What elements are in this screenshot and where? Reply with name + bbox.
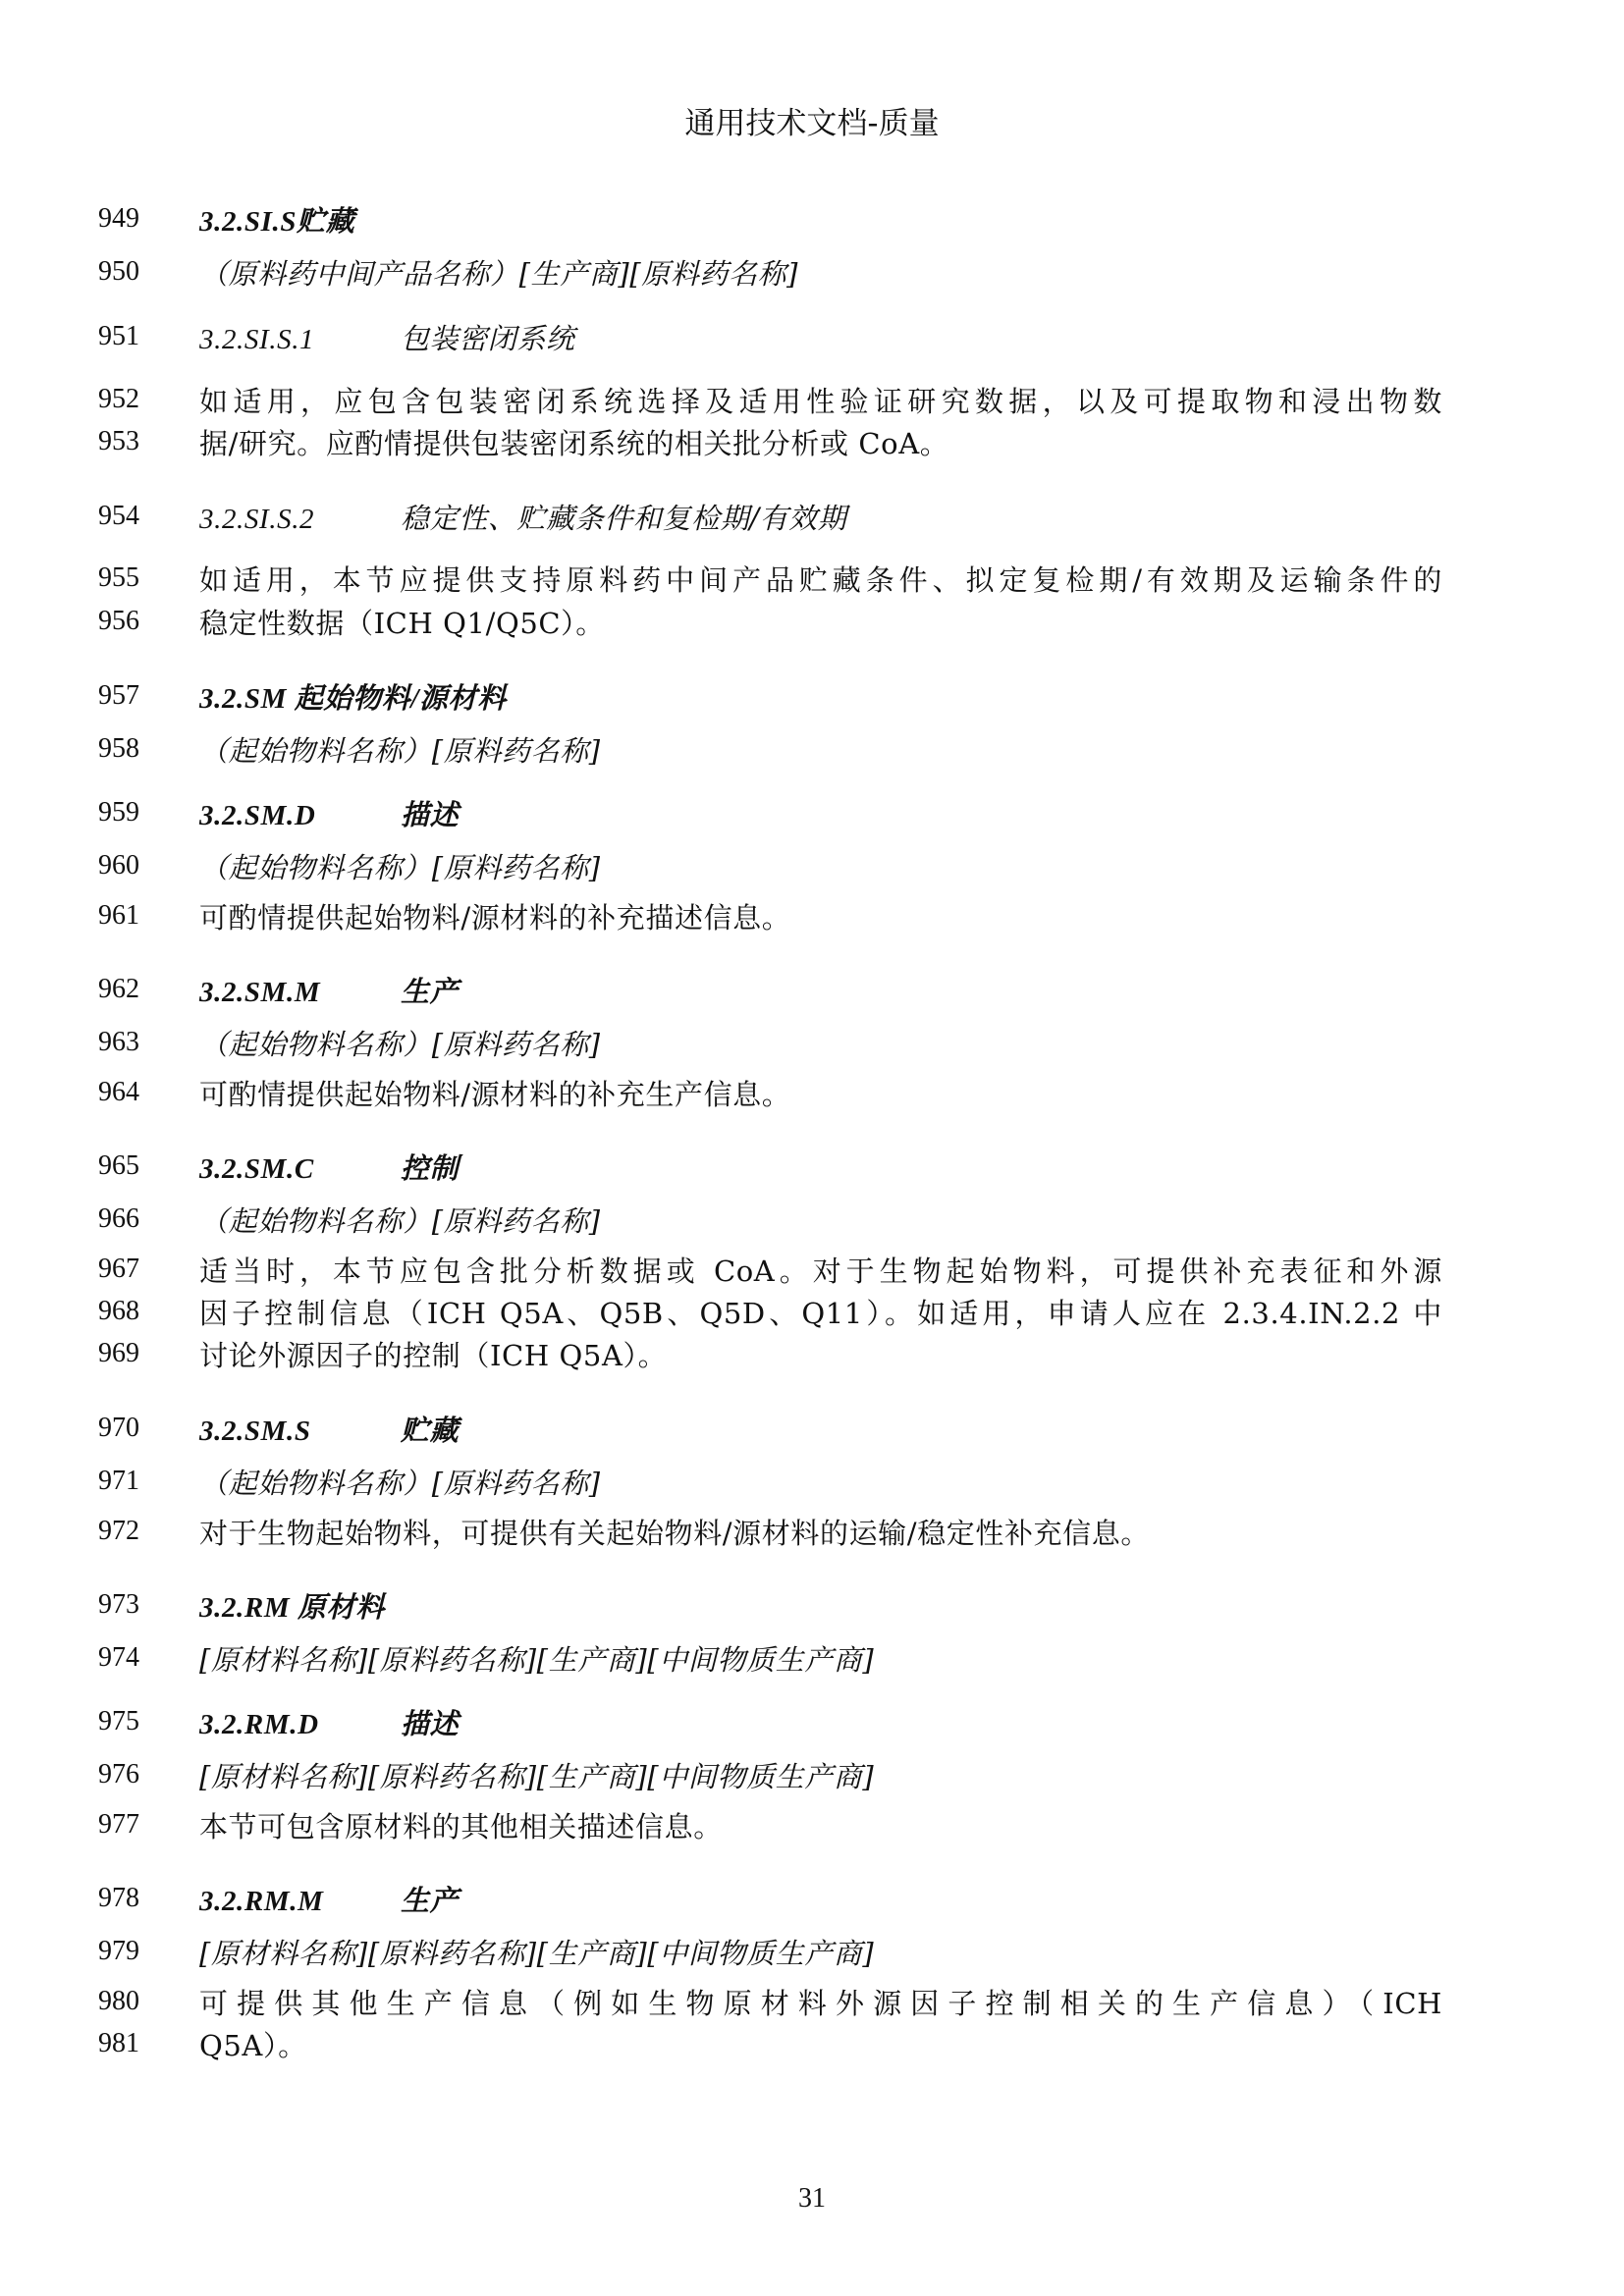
- line-number: 979: [98, 1936, 139, 1966]
- section-title: 描述: [401, 800, 460, 831]
- placeholder-text: [原材料名称][原料药名称][生产商][中间物质生产商]: [199, 1643, 875, 1677]
- line-978: [0, 1879, 1624, 1922]
- line-number: 969: [98, 1338, 139, 1368]
- line-967: [0, 1250, 1624, 1293]
- line-970: [0, 1409, 1624, 1452]
- line-950: [0, 252, 1624, 295]
- line-953: [0, 422, 1624, 465]
- line-962: [0, 970, 1624, 1013]
- line-number: 973: [98, 1589, 139, 1620]
- line-972: [0, 1512, 1624, 1555]
- body-text: 讨论外源因子的控制（ICH Q5A）。: [199, 1339, 668, 1372]
- line-957: [0, 676, 1624, 720]
- line-969: [0, 1334, 1624, 1377]
- line-number: 971: [98, 1466, 139, 1496]
- line-number: 949: [98, 203, 139, 234]
- body-text: 如适用，本节应提供支持原料药中间产品贮藏条件、拟定复检期/有效期及运输条件的: [199, 563, 1442, 597]
- line-number: 951: [98, 321, 139, 351]
- body-text: 可酌情提供起始物料/源材料的补充描述信息。: [199, 901, 791, 934]
- placeholder-text: [原材料名称][原料药名称][生产商][中间物质生产商]: [199, 1760, 875, 1793]
- line-964: [0, 1073, 1624, 1116]
- section-heading: 3.2.SM 起始物料/源材料: [199, 683, 507, 715]
- line-number: 957: [98, 680, 139, 711]
- line-number: 968: [98, 1296, 139, 1326]
- section-title: 贮藏: [401, 1415, 460, 1447]
- line-number: 965: [98, 1150, 139, 1181]
- placeholder-text: （起始物料名称）[原料药名称]: [199, 1204, 601, 1238]
- line-979: [0, 1932, 1624, 1975]
- section-title: 稳定性、贮藏条件和复检期/有效期: [401, 502, 847, 535]
- line-number: 966: [98, 1203, 139, 1234]
- line-number: 975: [98, 1706, 139, 1736]
- line-number: 952: [98, 384, 139, 414]
- placeholder-text: （起始物料名称）[原料药名称]: [199, 734, 601, 768]
- line-958: [0, 729, 1624, 773]
- section-title: 描述: [401, 1709, 460, 1740]
- line-980: [0, 1982, 1624, 2025]
- line-number: 974: [98, 1642, 139, 1673]
- line-959: [0, 793, 1624, 836]
- body-text: 可酌情提供起始物料/源材料的补充生产信息。: [199, 1078, 791, 1111]
- body-text: 适当时，本节应包含批分析数据或 CoA。对于生物起始物料，可提供补充表征和外源: [199, 1255, 1442, 1288]
- section-code: 3.2.SM.C: [199, 1153, 314, 1185]
- line-number: 964: [98, 1077, 139, 1107]
- line-number: 963: [98, 1027, 139, 1057]
- page-number: 31: [798, 2183, 826, 2214]
- line-number: 961: [98, 900, 139, 931]
- section-code: 3.2.SI.S.2: [199, 504, 315, 535]
- placeholder-text: （起始物料名称）[原料药名称]: [199, 851, 601, 884]
- placeholder-text: （原料药中间产品名称）[生产商][原料药名称]: [199, 257, 799, 291]
- line-number: 953: [98, 426, 139, 456]
- section-heading: 3.2.RM 原材料: [199, 1592, 385, 1624]
- placeholder-text: [原材料名称][原料药名称][生产商][中间物质生产商]: [199, 1937, 875, 1970]
- line-965: [0, 1147, 1624, 1190]
- section-title: 生产: [401, 977, 460, 1008]
- body-text: 可提供其他生产信息（例如生物原材料外源因子控制相关的生产信息）（ICH: [199, 1987, 1442, 2020]
- line-number: 970: [98, 1413, 139, 1443]
- section-code: 3.2.RM.D: [199, 1709, 319, 1740]
- line-966: [0, 1200, 1624, 1243]
- line-number: 960: [98, 850, 139, 881]
- line-955: [0, 559, 1624, 602]
- line-951: [0, 317, 1624, 360]
- line-number: 954: [98, 501, 139, 531]
- line-960: [0, 846, 1624, 889]
- line-number: 956: [98, 606, 139, 636]
- line-952: [0, 380, 1624, 423]
- line-number: 981: [98, 2028, 139, 2058]
- section-code: 3.2.RM.M: [199, 1886, 324, 1917]
- line-954: [0, 497, 1624, 540]
- line-number: 967: [98, 1254, 139, 1284]
- body-text: 因子控制信息（ICH Q5A、Q5B、Q5D、Q11）。如适用，申请人应在 2.3.4.IN.2.2 中: [199, 1297, 1442, 1330]
- line-974: [0, 1638, 1624, 1682]
- line-971: [0, 1462, 1624, 1505]
- line-977: [0, 1805, 1624, 1848]
- line-961: [0, 896, 1624, 939]
- line-number: 977: [98, 1809, 139, 1840]
- line-number: 959: [98, 797, 139, 828]
- section-code: 3.2.SI.S.1: [199, 324, 315, 355]
- body-text: Q5A）。: [199, 2029, 307, 2062]
- section-code: 3.2.SM.S: [199, 1415, 311, 1447]
- line-number: 978: [98, 1883, 139, 1913]
- body-text: 本节可包含原材料的其他相关描述信息。: [199, 1810, 723, 1843]
- body-text: 如适用，应包含包装密闭系统选择及适用性验证研究数据，以及可提取物和浸出物数: [199, 385, 1442, 418]
- placeholder-text: （起始物料名称）[原料药名称]: [199, 1028, 601, 1061]
- body-text: 稳定性数据（ICH Q1/Q5C）。: [199, 607, 605, 640]
- line-973: [0, 1585, 1624, 1629]
- line-number: 962: [98, 974, 139, 1004]
- line-number: 972: [98, 1516, 139, 1546]
- section-title: 控制: [401, 1153, 460, 1185]
- section-title: 生产: [401, 1886, 460, 1917]
- body-text: 对于生物起始物料，可提供有关起始物料/源材料的运输/稳定性补充信息。: [199, 1517, 1150, 1550]
- line-975: [0, 1702, 1624, 1745]
- body-text: 据/研究。应酌情提供包装密闭系统的相关批分析或 CoA。: [199, 427, 949, 460]
- section-heading: 3.2.SI.S贮藏: [199, 206, 355, 238]
- line-968: [0, 1292, 1624, 1335]
- line-number: 950: [98, 256, 139, 287]
- section-code: 3.2.SM.M: [199, 977, 321, 1008]
- line-956: [0, 602, 1624, 645]
- line-976: [0, 1755, 1624, 1798]
- line-number: 980: [98, 1986, 139, 2016]
- line-number: 976: [98, 1759, 139, 1789]
- line-981: [0, 2024, 1624, 2067]
- page-header: 通用技术文档-质量: [684, 106, 940, 141]
- line-number: 958: [98, 733, 139, 764]
- line-949: [0, 199, 1624, 242]
- placeholder-text: （起始物料名称）[原料药名称]: [199, 1467, 601, 1500]
- section-title: 包装密闭系统: [401, 322, 575, 355]
- section-code: 3.2.SM.D: [199, 800, 316, 831]
- line-963: [0, 1023, 1624, 1066]
- line-number: 955: [98, 562, 139, 593]
